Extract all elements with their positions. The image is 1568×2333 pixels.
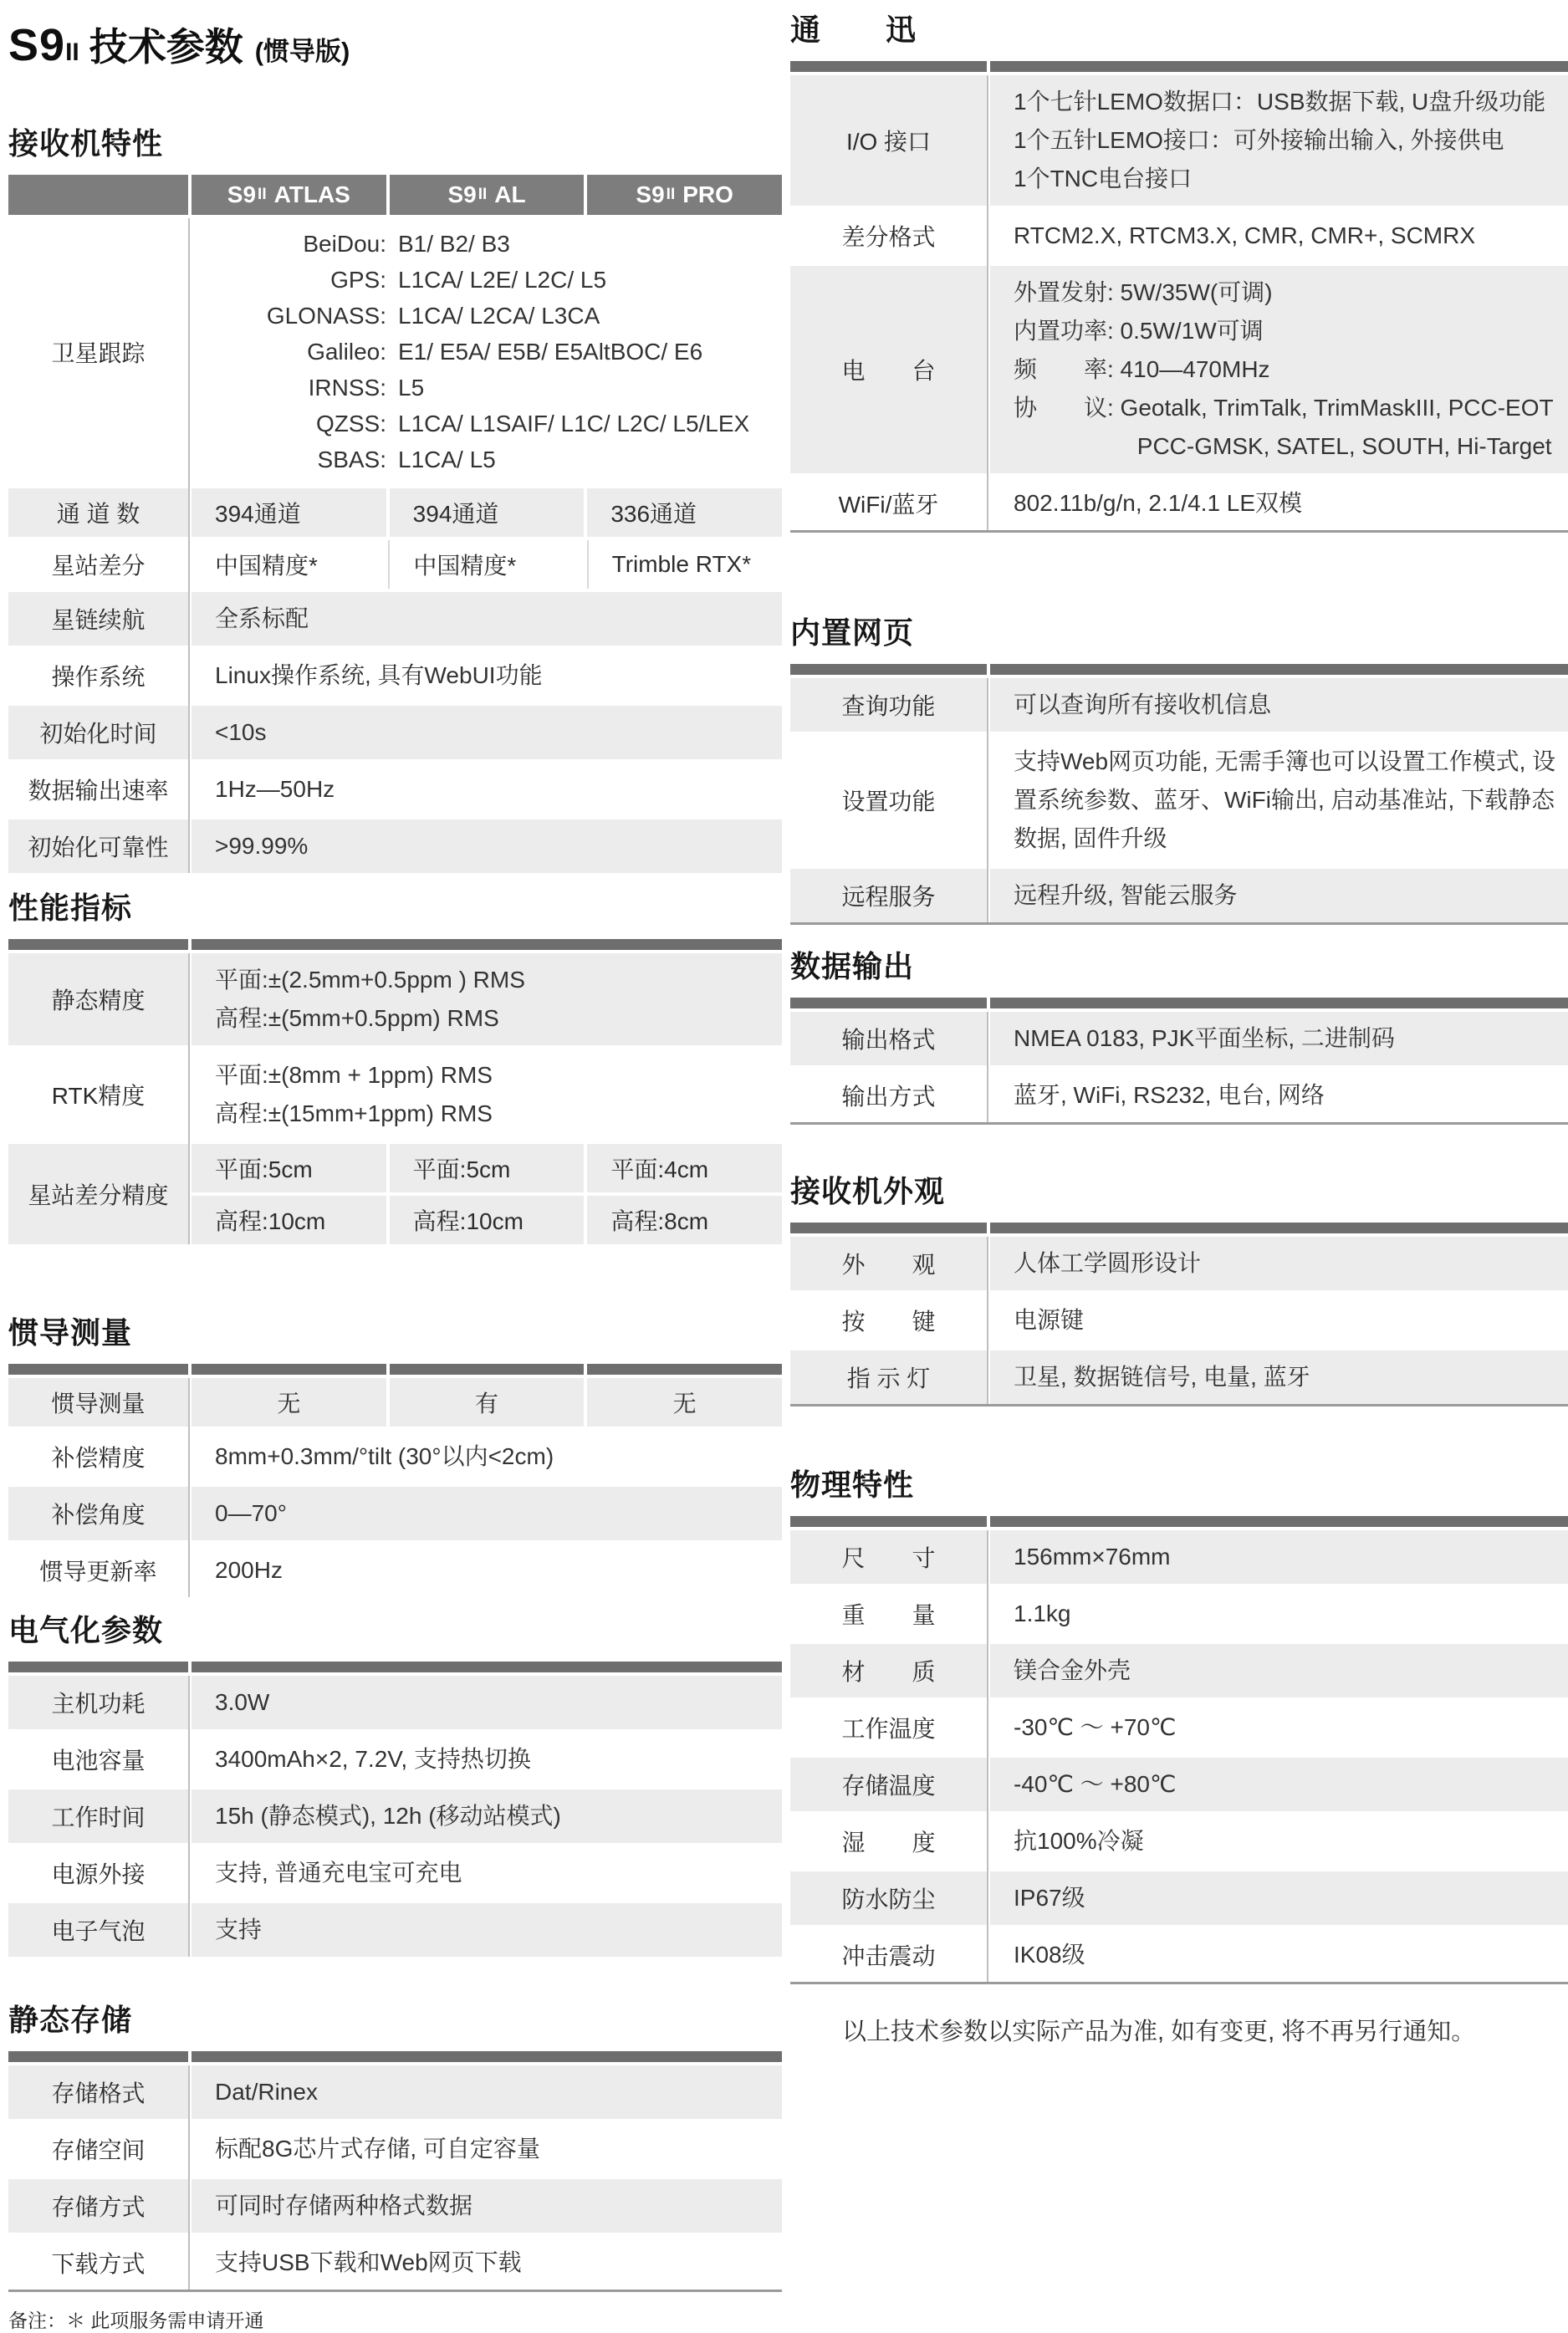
spec-label: 电源外接 — [8, 1846, 188, 1900]
spec-value: 镁合金外壳 — [990, 1644, 1568, 1697]
spec-row-radio — [790, 266, 1568, 473]
spec-label: 星链续航 — [8, 592, 188, 646]
spec-row — [8, 1544, 782, 1597]
spec-label: 存储空间 — [8, 2122, 188, 2176]
section-bar — [8, 2051, 782, 2062]
spec-label: 查询功能 — [790, 678, 987, 732]
spec-value: 200Hz — [192, 1544, 782, 1597]
spec-label: 通 道 数 — [8, 488, 188, 537]
spec-row-diff-format — [790, 209, 1568, 263]
spec-label: 设置功能 — [790, 735, 987, 865]
storage-table — [8, 2051, 782, 2292]
spec-row — [8, 592, 782, 646]
spec-value: 8mm+0.3mm/°tilt (30°以内<2cm) — [192, 1430, 782, 1483]
spec-label: 补偿精度 — [8, 1430, 188, 1483]
spec-value: 远程升级, 智能云服务 — [990, 869, 1568, 922]
spec-row — [790, 678, 1568, 732]
spec-value: 电源键 — [990, 1294, 1568, 1347]
section-title-webui: 内置网页 — [790, 615, 915, 650]
spec-value: 1.1kg — [990, 1587, 1568, 1641]
col-header-s9-atlas: S9 II ATLAS — [192, 175, 386, 215]
spec-value: -40℃ ～ +80℃ — [990, 1758, 1568, 1811]
spec-row-channels — [8, 488, 782, 537]
receiver-header-empty-cell — [8, 175, 188, 215]
spec-row — [8, 2122, 782, 2176]
spec-row — [790, 735, 1568, 865]
spec-value: 3.0W — [192, 1676, 782, 1729]
spec-label: 工作时间 — [8, 1789, 188, 1843]
communication-table-body — [790, 75, 1568, 533]
section-bar — [790, 61, 1568, 72]
spec-value: 可以查询所有接收机信息 — [990, 678, 1568, 732]
spec-row-io-ports — [790, 75, 1568, 206]
spec-label: 初始化可靠性 — [8, 819, 188, 873]
spec-value: 卫星, 数据链信号, 电量, 蓝牙 — [990, 1350, 1568, 1404]
receiver-features-table — [8, 175, 782, 873]
section-title-storage: 静态存储 — [8, 2003, 133, 2037]
spec-label: 惯导更新率 — [8, 1544, 188, 1597]
spec-label: 电 台 — [790, 266, 987, 473]
spec-value: Dat/Rinex — [192, 2065, 782, 2119]
physical-table — [790, 1516, 1568, 1984]
spec-label: 操作系统 — [8, 649, 188, 702]
spec-row — [790, 1758, 1568, 1811]
section-bar — [8, 939, 782, 950]
spec-value-al: 中国精度* — [388, 540, 583, 589]
spec-row-sbas-accuracy — [8, 1144, 782, 1244]
spec-value: 全系标配 — [192, 592, 782, 646]
spec-row-rtk-accuracy — [8, 1049, 782, 1141]
disclaimer-note: 以上技术参数以实际产品为准, 如有变更, 将不再另行通知。 — [842, 2019, 1476, 2045]
dataout-table-body — [790, 1012, 1568, 1125]
spec-label: 材 质 — [790, 1644, 987, 1697]
spec-value: 1个七针LEMO数据口：USB数据下载, U盘升级功能 1个五针LEMO接口：可外接输出输入, 外接供电 1个TNC电台接口 — [990, 75, 1568, 206]
right-column — [790, 7, 1568, 2047]
spec-row-satellite-tracking — [8, 218, 782, 485]
spec-value-atlas: 中国精度* — [215, 553, 318, 579]
spec-value: -30℃ ～ +70℃ — [990, 1701, 1568, 1754]
spec-value: 15h (静态模式), 12h (移动站模式) — [192, 1789, 782, 1843]
spec-value-pro: 无 — [587, 1378, 782, 1427]
spec-label: RTK精度 — [8, 1049, 188, 1141]
spec-row — [8, 819, 782, 873]
spec-value-pro: 336通道 — [587, 488, 782, 537]
spec-value: NMEA 0183, PJK平面坐标, 二进制码 — [990, 1012, 1568, 1065]
spec-value: <10s — [192, 706, 782, 759]
spec-row — [790, 1350, 1568, 1404]
spec-label: 冲击震动 — [790, 1928, 987, 1982]
spec-row — [790, 869, 1568, 922]
sat-line: GPS: L1CA/ L2E/ L2C/ L5 — [330, 267, 607, 293]
spec-value: 0—70° — [192, 1487, 782, 1540]
section-title-performance: 性能指标 — [8, 891, 133, 925]
spec-label: 远程服务 — [790, 869, 987, 922]
spec-label: 电池容量 — [8, 1733, 188, 1786]
performance-table — [8, 939, 782, 1244]
spec-label: 惯导测量 — [8, 1378, 188, 1427]
section-bar — [790, 664, 1568, 675]
spec-row — [790, 1644, 1568, 1697]
spec-value: 标配8G芯片式存储, 可自定容量 — [192, 2122, 782, 2176]
spec-label: 静态精度 — [8, 953, 188, 1045]
spec-row — [790, 1294, 1568, 1347]
spec-value-atlas: 394通道 — [192, 488, 386, 537]
spec-label: 电子气泡 — [8, 1903, 188, 1957]
storage-table-body — [8, 2065, 782, 2292]
spec-row — [8, 2179, 782, 2233]
col-header-s9-al: S9 II AL — [390, 175, 585, 215]
left-column — [8, 17, 782, 2333]
spec-label: 初始化时间 — [8, 706, 188, 759]
dataout-table — [790, 998, 1568, 1125]
spec-value-pro: Trimble RTX* — [587, 540, 782, 589]
page-title-model: S9 — [8, 20, 66, 70]
section-bar — [8, 1364, 782, 1375]
section-title-physical: 物理特性 — [790, 1468, 915, 1502]
spec-value: Linux操作系统, 具有WebUI功能 — [192, 649, 782, 702]
spec-label: 尺 寸 — [790, 1530, 987, 1584]
section-title-ins: 惯导测量 — [8, 1315, 133, 1350]
spec-label: 工作温度 — [790, 1701, 987, 1754]
page-title-note: (惯导版) — [254, 37, 350, 66]
section-title-receiver-features: 接收机特性 — [8, 126, 164, 161]
spec-row — [790, 1069, 1568, 1122]
sat-line: Galileo: E1/ E5A/ E5B/ E5AltBOC/ E6 — [307, 339, 703, 365]
spec-label: WiFi/蓝牙 — [790, 477, 987, 530]
spec-label: 补偿角度 — [8, 1487, 188, 1540]
spec-value: IP67级 — [990, 1871, 1568, 1925]
spec-row — [8, 2065, 782, 2119]
spec-label: 卫星跟踪 — [8, 218, 188, 485]
spec-value: >99.99% — [192, 819, 782, 873]
spec-row — [8, 1789, 782, 1843]
spec-row — [790, 1012, 1568, 1065]
section-bar — [790, 998, 1568, 1008]
appearance-table-body — [790, 1237, 1568, 1406]
spec-row-wifi-bluetooth — [790, 477, 1568, 530]
spec-row — [790, 1530, 1568, 1584]
section-bar — [8, 1662, 782, 1672]
spec-label: 数据输出速率 — [8, 763, 188, 816]
sat-line: BeiDou: B1/ B2/ B3 — [303, 231, 510, 257]
spec-value: 可同时存储两种格式数据 — [192, 2179, 782, 2233]
sbas-col-pro: 平面:4cm 高程:8cm — [587, 1144, 782, 1244]
spec-value-al: 394通道 — [390, 488, 585, 537]
spec-value: 支持, 普通充电宝可充电 — [192, 1846, 782, 1900]
spec-value: IK08级 — [990, 1928, 1568, 1982]
spec-label: 星站差分精度 — [8, 1144, 188, 1244]
spec-value: 支持 — [192, 1903, 782, 1957]
spec-label: 防水防尘 — [790, 1871, 987, 1925]
spec-label: 指 示 灯 — [790, 1350, 987, 1404]
spec-row — [790, 1871, 1568, 1925]
spec-value: RTCM2.X, RTCM3.X, CMR, CMR+, SCMRX — [990, 209, 1568, 263]
section-title-appearance: 接收机外观 — [790, 1174, 946, 1208]
page-title-generation: II — [65, 38, 79, 66]
spec-value: 1Hz—50Hz — [192, 763, 782, 816]
spec-value-al: 有 — [390, 1378, 585, 1427]
page-title-text: 技术参数 — [89, 25, 243, 69]
section-title-electrical: 电气化参数 — [8, 1613, 164, 1647]
spec-label: 湿 度 — [790, 1815, 987, 1868]
spec-row — [790, 1815, 1568, 1868]
sbas-col-atlas: 平面:5cm 高程:10cm — [192, 1144, 386, 1244]
spec-label: 存储方式 — [8, 2179, 188, 2233]
electrical-table-body — [8, 1676, 782, 1957]
spec-value: 802.11b/g/n, 2.1/4.1 LE双模 — [990, 477, 1568, 530]
spec-value: 平面:±(2.5mm+0.5ppm ) RMS 高程:±(5mm+0.5ppm) RMS — [192, 953, 782, 1045]
col-header-s9-pro: S9 II PRO — [587, 175, 782, 215]
spec-value: 蓝牙, WiFi, RS232, 电台, 网络 — [990, 1069, 1568, 1122]
ins-table — [8, 1364, 782, 1597]
spec-row — [8, 649, 782, 702]
spec-row — [790, 1237, 1568, 1290]
spec-value: 外置发射: 5W/35W(可调) 内置功率: 0.5W/1W可调 频 率: 410—470MHz 协 议: Geotalk, TrimTalk, TrimMaskIII, PCC-EOT PCC-GMSK, SATEL, SOUTH, Hi-Target — [990, 266, 1568, 473]
spec-label: 星站差分 — [8, 540, 188, 589]
electrical-table — [8, 1662, 782, 1957]
spec-row — [8, 1487, 782, 1540]
spec-value: 人体工学圆形设计 — [990, 1237, 1568, 1290]
spec-label: 重 量 — [790, 1587, 987, 1641]
spec-label: 主机功耗 — [8, 1676, 188, 1729]
spec-label: 输出格式 — [790, 1012, 987, 1065]
sat-line: SBAS: L1CA/ L5 — [317, 447, 496, 472]
spec-row — [8, 1676, 782, 1729]
appearance-table — [790, 1223, 1568, 1406]
spec-value: 抗100%冷凝 — [990, 1815, 1568, 1868]
spec-row-ins-availability — [8, 1378, 782, 1427]
spec-row — [8, 706, 782, 759]
sat-line: IRNSS: L5 — [308, 375, 425, 401]
spec-row — [790, 1928, 1568, 1982]
spec-row — [8, 763, 782, 816]
spec-value-atlas: 无 — [192, 1378, 386, 1427]
receiver-table-header-row — [8, 175, 782, 215]
satellite-tracking-value — [192, 218, 782, 485]
section-bar — [790, 1516, 1568, 1527]
spec-value: 支持USB下载和Web网页下载 — [192, 2236, 782, 2290]
spec-label: 存储格式 — [8, 2065, 188, 2119]
sat-line: QZSS: L1CA/ L1SAIF/ L1C/ L2C/ L5/LEX — [315, 411, 750, 436]
spec-label: 差分格式 — [790, 209, 987, 263]
spec-row — [8, 2236, 782, 2290]
spec-row — [8, 1430, 782, 1483]
spec-value: 3400mAh×2, 7.2V, 支持热切换 — [192, 1733, 782, 1786]
spec-row-static-accuracy — [8, 953, 782, 1045]
page-title — [8, 17, 782, 72]
spec-label: I/O 接口 — [790, 75, 987, 206]
spec-label: 外 观 — [790, 1237, 987, 1290]
section-title-dataout: 数据输出 — [790, 949, 915, 983]
spec-row — [790, 1701, 1568, 1754]
spec-value: 平面:±(8mm + 1ppm) RMS 高程:±(15mm+1ppm) RMS — [192, 1049, 782, 1141]
section-title-communication: 通 迅 — [790, 13, 918, 47]
receiver-table-body — [8, 218, 782, 873]
communication-table — [790, 61, 1568, 533]
spec-value: 支持Web网页功能, 无需手簿也可以设置工作模式, 设置系统参数、蓝牙、WiFi输出, 启动基准站, 下载静态数据, 固件升级 — [990, 735, 1568, 865]
asterisk-footnote: 备注：＊ 此项服务需申请开通 — [8, 2310, 264, 2331]
spec-label: 存储温度 — [790, 1758, 987, 1811]
performance-table-body — [8, 953, 782, 1244]
spec-row — [8, 1846, 782, 1900]
spec-value: 156mm×76mm — [990, 1530, 1568, 1584]
sat-line: GLONASS: L1CA/ L2CA/ L3CA — [266, 303, 600, 329]
spec-row-sbas-service — [8, 540, 782, 589]
spec-row — [8, 1903, 782, 1957]
spec-label: 输出方式 — [790, 1069, 987, 1122]
spec-row — [8, 1733, 782, 1786]
spec-label: 下载方式 — [8, 2236, 188, 2290]
physical-table-body — [790, 1530, 1568, 1984]
spec-row — [790, 1587, 1568, 1641]
ins-table-body — [8, 1378, 782, 1597]
sbas-col-al: 平面:5cm 高程:10cm — [390, 1144, 585, 1244]
section-bar — [790, 1223, 1568, 1233]
webui-table — [790, 664, 1568, 925]
webui-table-body — [790, 678, 1568, 925]
spec-label: 按 键 — [790, 1294, 987, 1347]
